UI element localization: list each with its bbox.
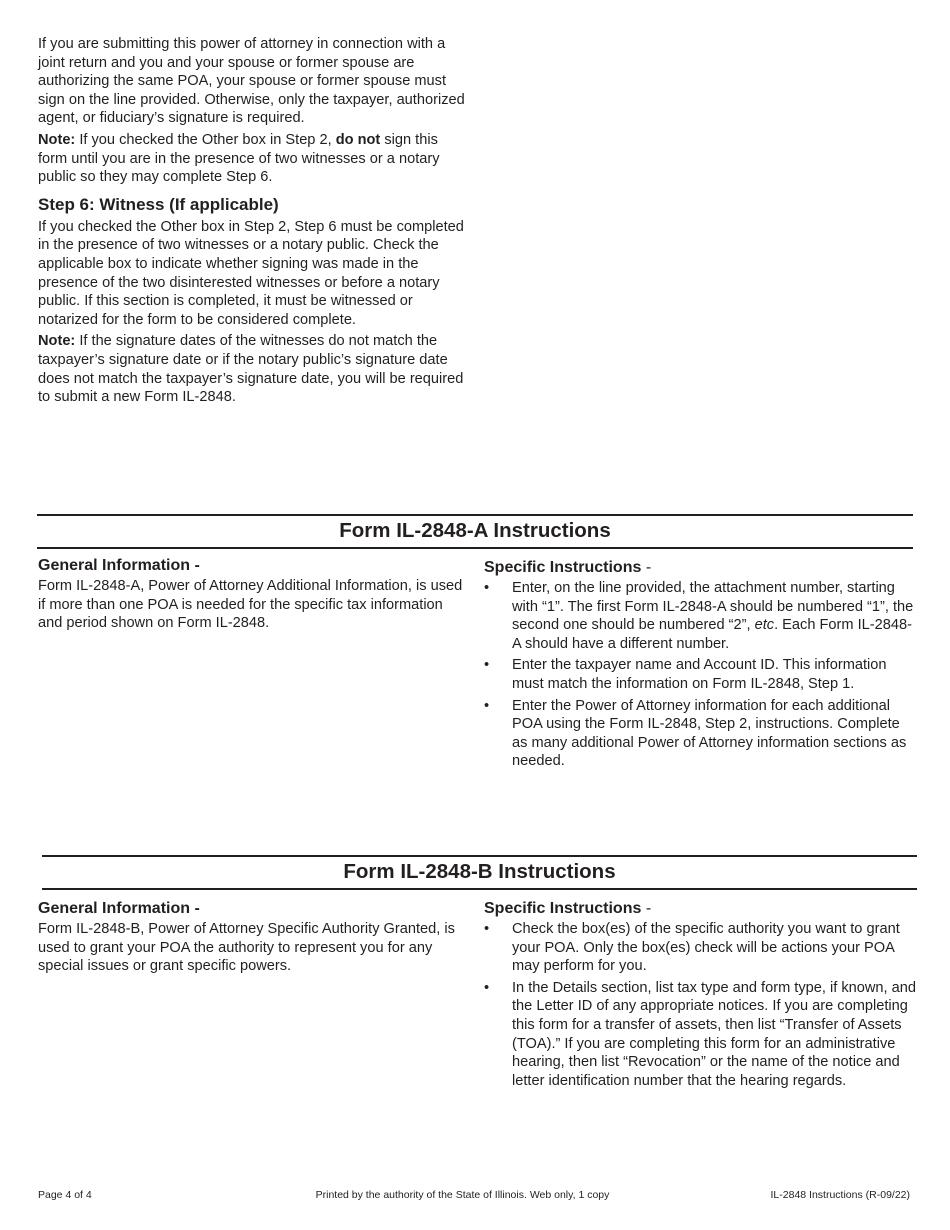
- section-b-specific: [484, 899, 916, 1093]
- section-a-top-rule: [37, 514, 913, 516]
- section-b-general: [38, 899, 470, 976]
- section-b-bottom-rule: [42, 888, 917, 890]
- bullet-icon: •: [484, 979, 490, 996]
- note-do-not: do not: [335, 131, 381, 148]
- section-a-bullet1-text-a: Enter, on the line provided, the attachment number, starting with “1”. The first Form IL-2848-A should be numbered “1”, the second one should be numbered “2”,: [512, 580, 914, 634]
- section-b-top-rule: [42, 855, 917, 857]
- note-text-a: If you checked the Other box in Step 2,: [75, 131, 336, 148]
- footer-page-number: Page 4 of 4: [38, 1189, 92, 1201]
- section-a-bullet2-text: Enter the taxpayer name and Account ID. This information must match the information on Form IL-2848, Step 1.: [512, 657, 887, 692]
- list-item: [484, 697, 916, 771]
- step6-note-text: If the signature dates of the witnesses do not match the taxpayer’s signature date or if the notary public’s signature date does not match the taxpayer’s signature date, you will be required to submit a new Form IL-2848.: [38, 333, 464, 406]
- note-text-b: sign this form until you are in the presence of two witnesses or a notary public so they may complete Step 6.: [38, 131, 440, 186]
- footer-form-id: IL-2848 Instructions (R-09/22): [770, 1189, 910, 1201]
- section-a-bottom-rule: [37, 547, 913, 549]
- list-item: [484, 920, 916, 976]
- section-a-bullet1-etc: etc: [754, 617, 775, 634]
- list-item: [484, 579, 916, 653]
- section-a-bullet-list: [484, 579, 916, 771]
- section-b-general-text: Form IL-2848-B, Power of Attorney Specific Authority Granted, is used to grant your POA the authority to represent you for any special issues or grant specific powers.: [38, 921, 455, 975]
- section-a-general-text: Form IL-2848-A, Power of Attorney Additional Information, is used if more than one POA is needed for the specific tax information and period shown on Form IL-2848.: [38, 578, 463, 632]
- section-b-general-heading: General Information -: [38, 900, 200, 917]
- signing-note: [38, 131, 470, 187]
- list-item: [484, 979, 916, 1091]
- step6-heading: Step 6: Witness (If applicable): [38, 194, 279, 214]
- section-b-bullet2-text: In the Details section, list tax type and form type, if known, and the Letter ID of any appropriate notices. If you are completing this form for a transfer of assets, then list “Transfer of Assets (TOA).” If you are completing this form for an administrative hearing, then list “Revocation” or the name of the notice and letter identification number that the hearing regards.: [512, 979, 916, 1089]
- section-b-title: Form IL-2848-B Instructions: [343, 860, 616, 883]
- section-a-specific-heading-text: Specific Instructions: [484, 559, 642, 576]
- bullet-icon: •: [484, 657, 490, 674]
- note-label: Note:: [38, 131, 76, 148]
- section-a-bullet1-text-b: . Each Form IL-2848-A should have a different number.: [512, 617, 912, 652]
- joint-return-paragraph: If you are submitting this power of attorney in connection with a joint return and you and your spouse or former spouse are authorizing the same POA, your spouse or former spouse must sign on the line provided. Otherwise, only the taxpayer, authorized agent, or fiduciary’s signature is required.: [38, 36, 465, 127]
- top-column: [38, 35, 470, 407]
- section-a-title: Form IL-2848-A Instructions: [339, 519, 611, 542]
- step6-note: [38, 332, 470, 406]
- section-b-specific-heading: [484, 899, 916, 919]
- list-item: [484, 656, 916, 693]
- section-a-general: [38, 556, 470, 633]
- bullet-icon: •: [484, 580, 490, 596]
- section-a-specific-dash: -: [641, 559, 652, 576]
- section-a-general-heading: General Information -: [38, 557, 200, 574]
- footer-printed-notice: Printed by the authority of the State of Illinois. Web only, 1 copy: [315, 1189, 610, 1201]
- bullet-icon: •: [484, 697, 490, 714]
- section-b-bullet1-text: Check the box(es) of the specific authority you want to grant your POA. Only the box(es) check will be actions your POA may perform for you.: [512, 921, 900, 975]
- section-a-bullet3-text: Enter the Power of Attorney information for each additional POA using the Form IL-2848, Step 2, instructions. Complete as many additional Power of Attorney information sections as needed.: [512, 697, 907, 770]
- section-b-specific-dash: -: [641, 900, 652, 917]
- section-a-specific-heading: [484, 558, 916, 578]
- bullet-icon: •: [484, 921, 490, 937]
- section-b-specific-heading-text: Specific Instructions: [484, 900, 642, 917]
- step6-note-label: Note:: [38, 333, 76, 350]
- section-b-bullet-list: [484, 920, 916, 1090]
- section-a-specific: [484, 558, 916, 774]
- step6-paragraph: If you checked the Other box in Step 2, Step 6 must be completed in the presence of two witnesses or a notary public. Check the applicable box to indicate whether signing was made in the presence of the two disinterested witnesses or before a notary public. If this section is completed, it must be witnessed or notarized for the form to be considered complete.: [38, 218, 464, 328]
